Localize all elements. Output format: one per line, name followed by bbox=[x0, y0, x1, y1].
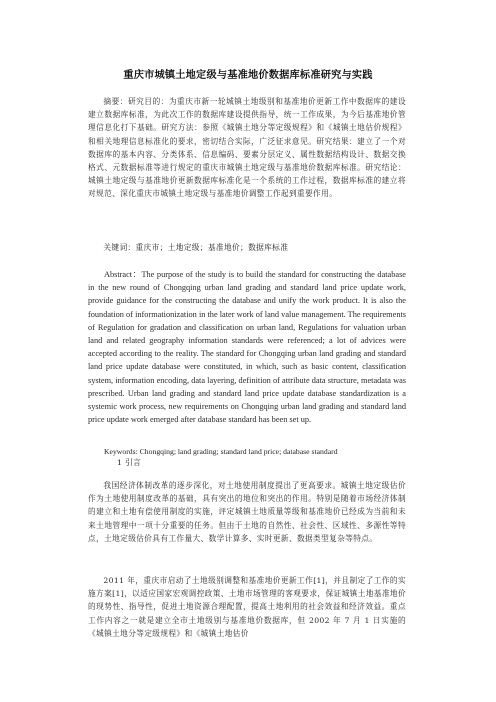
body-paragraph-1: 我国经济体制改革的逐步深化，对土地使用制度提出了更高要求。城镇土地定级估价作为土地使用制度改革的基础，具有突出的地位和突出的作用。特别是随着市场经济体制的建立和土地有偿使用制度的实施，评定城镇土地质量等级和基准地价已经成为当前和未来土地管理中一项十分重要的任务。但由于土地的自然性、社会性、区域性、多源性等特点，土地定级估价具有工作量大、数学计算多、实时更新、数据类型复杂等特点。 bbox=[88, 481, 406, 543]
body-paragraph-2: 2011 年，重庆市启动了土地级别调整和基准地价更新工作[1]，并且制定了工作的实施方案[1]，以适应国家宏观调控政策、土地市场管理的客观要求，保证城镇土地基准地价的现势性、指导性，促进土地资源合理配置，提高土地利用的社会效益和经济效益。重点工作内容之一就是建立全市土地级别与基准地价数据库，但 2002 年 7 月 1 日实施的《城镇土地分等定级规程》和《城镇土地估价 bbox=[88, 576, 406, 638]
abstract-cn: 摘要：研究目的：为重庆市新一轮城镇土地级别和基准地价更新工作中数据库的建设建立数据库标准，为此次工作的数据库建设提供指导，统一工作成果，为今后基准地价管理信息化打下基础。研究方法：参照《城镇土地分等定级规程》和《城镇土地估价规程》和相关地理信息标准化的要求，密切结合实际，广泛征求意见。研究结果：建立了一个对数据库的基本内容、分类体系、信息编码、要素分层定义、属性数据结构设计、数据交换格式、元数据标准等进行规定的重庆市城镇土地定级与基准地价数据库标准。研究结论：城镇土地定级与基准地价更新数据库标准化是一个系统的工作过程，数据库标准的建立将对规范、深化重庆市城镇土地定级与基准地价调整工作起到重要作用。 bbox=[88, 97, 406, 199]
keywords-cn: 关键词：重庆市；土地定级；基准地价；数据库标准 bbox=[103, 243, 289, 252]
keywords-en: Keywords: Chongqing; land grading; standard land price; database standard bbox=[104, 447, 338, 456]
abstract-en: Abstract：The purpose of the study is to build the standard for constructing the database in the new round of Chongqing urban land grading and standard land price update work, provide guidance for the constructing the database and unify the work product. It is also the foundation of informationization in the later work of land value management. The requirements of Regulation for gradation and classification on urban land, Regulations for valuation urban land and related geography information standards were referenced; a lot of advices were accepted according to the reality. The standard for Chongqing urban land grading and standard land price update database were constituted, in which, such as basic content, classification system, information encoding, data layering, definition of attribute data structure, metadata was prescribed. Urban land grading and standard land price update database standardization is a systemic work process, new requirements on Chongqing urban land grading and standard land price update work emerged after database standard has been set up. bbox=[88, 270, 406, 425]
paper-title: 重庆市城镇土地定级与基准地价数据库标准研究与实践 bbox=[123, 69, 373, 81]
section-heading-introduction: 1 引言 bbox=[117, 458, 142, 467]
